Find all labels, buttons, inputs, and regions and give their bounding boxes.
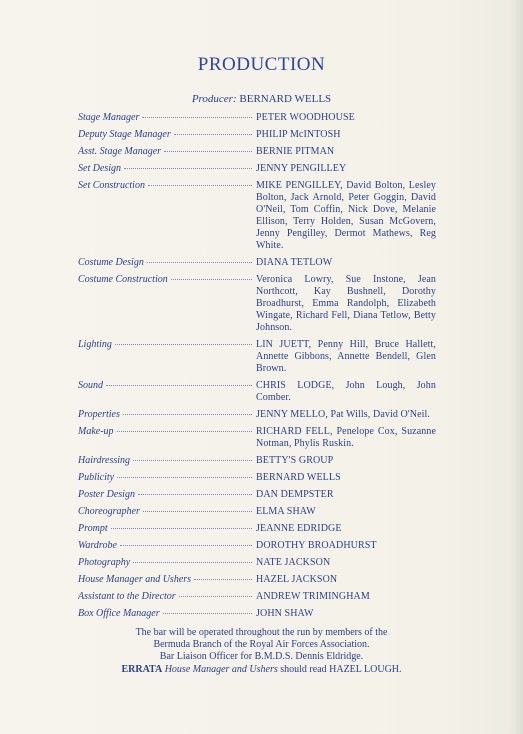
credit-row <box>78 163 436 175</box>
dot-leader <box>124 168 252 169</box>
credit-names: DOROTHY BROADHURST <box>256 540 377 551</box>
credit-row <box>78 455 436 467</box>
credit-names: ANDREW TRIMINGHAM <box>256 591 370 602</box>
credit-row <box>78 180 436 252</box>
credit-names: PHILIP McINTOSH <box>256 129 341 140</box>
credit-row <box>78 574 436 586</box>
credit-names: NATE JACKSON <box>256 557 331 568</box>
credit-names: RICHARD FELL, Penelope Cox, Suzanne Notman, Phylis Ruskin. <box>256 426 436 449</box>
credit-names: JENNY MELLO, Pat Wills, David O'Neil. <box>256 409 430 420</box>
credit-names: Veronica Lowry, Sue Instone, Jean Northcott, Kay Bushnell, Dorothy Broadhurst, Emma Randolph, Elizabeth Wingate, Richard Fell, Diana Tetlow, Betty Johnson. <box>256 274 436 333</box>
credit-role: Sound <box>78 380 103 391</box>
credit-row <box>78 506 436 518</box>
errata-text: should read HAZEL LOUGH. <box>280 664 402 675</box>
credit-row <box>78 591 436 603</box>
credit-role: Costume Design <box>78 257 144 268</box>
credit-role: Poster Design <box>78 489 135 500</box>
credit-role: Make-up <box>78 426 114 437</box>
credit-role: Box Office Manager <box>78 608 160 619</box>
credit-names: BERNIE PITMAN <box>256 146 335 157</box>
credit-row <box>78 608 436 620</box>
dot-leader <box>194 579 252 580</box>
credit-names: JENNY PENGILLEY <box>256 163 347 174</box>
credit-names: ELMA SHAW <box>256 506 316 517</box>
credit-names: HAZEL JACKSON <box>256 574 338 585</box>
credit-row <box>78 274 436 334</box>
credit-row <box>78 146 436 158</box>
errata-line <box>60 664 463 676</box>
dot-leader <box>123 414 252 415</box>
credit-names: LIN JUETT, Penny Hill, Bruce Hallett, Annette Gibbons, Annette Bendell, Glen Brown. <box>256 339 436 374</box>
credit-names: DAN DEMPSTER <box>256 489 334 500</box>
credit-row <box>78 257 436 269</box>
dot-leader <box>171 279 252 280</box>
credit-names: PETER WOODHOUSE <box>256 112 355 123</box>
credit-role: Deputy Stage Manager <box>78 129 171 140</box>
errata-role: House Manager and Ushers <box>164 664 278 675</box>
credits-list <box>78 108 436 620</box>
credit-role: Properties <box>78 409 120 420</box>
dot-leader <box>147 262 252 263</box>
credit-role: Stage Manager <box>78 112 140 123</box>
credit-names: CHRIS LODGE, John Lough, John Comber. <box>256 380 436 403</box>
credit-row <box>78 380 436 404</box>
credit-role: Set Construction <box>78 180 145 191</box>
credit-role: Lighting <box>78 339 112 350</box>
bar-notice <box>60 627 463 676</box>
credit-role: Publicity <box>78 472 115 483</box>
dot-leader <box>115 344 252 345</box>
bar-notice-line: The bar will be operated throughout the run by members of the <box>135 627 388 638</box>
producer-name: BERNARD WELLS <box>239 93 332 105</box>
credit-row <box>78 409 436 421</box>
credit-names: MIKE PENGILLEY, David Bolton, Lesley Bolton, Jack Arnold, Peter Goggin, David O'Neil, Tom Coffin, Nick Dove, Melanie Ellison, Terry Holden, Susan McGovern, Jenny Pengilley, Dermot Mathews, Reg White. <box>256 180 436 251</box>
dot-leader <box>133 460 252 461</box>
producer-role: Producer: <box>191 93 237 105</box>
credit-row <box>78 339 436 375</box>
credit-role: Prompt <box>78 523 108 534</box>
dot-leader <box>163 613 252 614</box>
dot-leader <box>142 117 252 118</box>
credit-row <box>78 129 436 141</box>
bar-notice-line: Bermuda Branch of the Royal Air Forces Association. <box>153 639 370 650</box>
page-title: PRODUCTION <box>197 54 326 75</box>
dot-leader <box>174 134 252 135</box>
credit-role: Costume Construction <box>78 274 168 285</box>
dot-leader <box>133 562 252 563</box>
dot-leader <box>143 511 252 512</box>
credit-names: JOHN SHAW <box>256 608 314 619</box>
dot-leader <box>148 185 252 186</box>
credit-role: Photography <box>78 557 131 568</box>
dot-leader <box>117 477 252 478</box>
credit-names: JEANNE EDRIDGE <box>256 523 342 534</box>
dot-leader <box>179 596 252 597</box>
credit-names: BERNARD WELLS <box>256 472 341 483</box>
credit-row <box>78 557 436 569</box>
credit-row <box>78 112 436 124</box>
credit-row <box>78 540 436 552</box>
producer-line <box>0 93 523 105</box>
page-edge-shadow <box>509 0 523 734</box>
dot-leader <box>117 431 252 432</box>
credit-role: Set Design <box>78 163 122 174</box>
credit-role: Choreographer <box>78 506 140 517</box>
credit-role: Wardrobe <box>78 540 117 551</box>
dot-leader <box>164 151 252 152</box>
errata-label: ERRATA <box>121 664 163 675</box>
dot-leader <box>138 494 252 495</box>
credit-names: BETTY'S GROUP <box>256 455 334 466</box>
credit-row <box>78 426 436 450</box>
dot-leader <box>120 545 252 546</box>
dot-leader <box>106 385 252 386</box>
credit-row <box>78 523 436 535</box>
credit-role: Hairdressing <box>78 455 131 466</box>
credit-role: Asst. Stage Manager <box>78 146 162 157</box>
bar-notice-line: Bar Liaison Officer for B.M.D.S. Dennis Eldridge. <box>159 651 364 662</box>
credit-row <box>78 489 436 501</box>
credit-role: Assistant to the Director <box>78 591 176 602</box>
credit-row <box>78 472 436 484</box>
credit-role: House Manager and Ushers <box>78 574 192 585</box>
credit-names: DIANA TETLOW <box>256 257 333 268</box>
dot-leader <box>111 528 252 529</box>
